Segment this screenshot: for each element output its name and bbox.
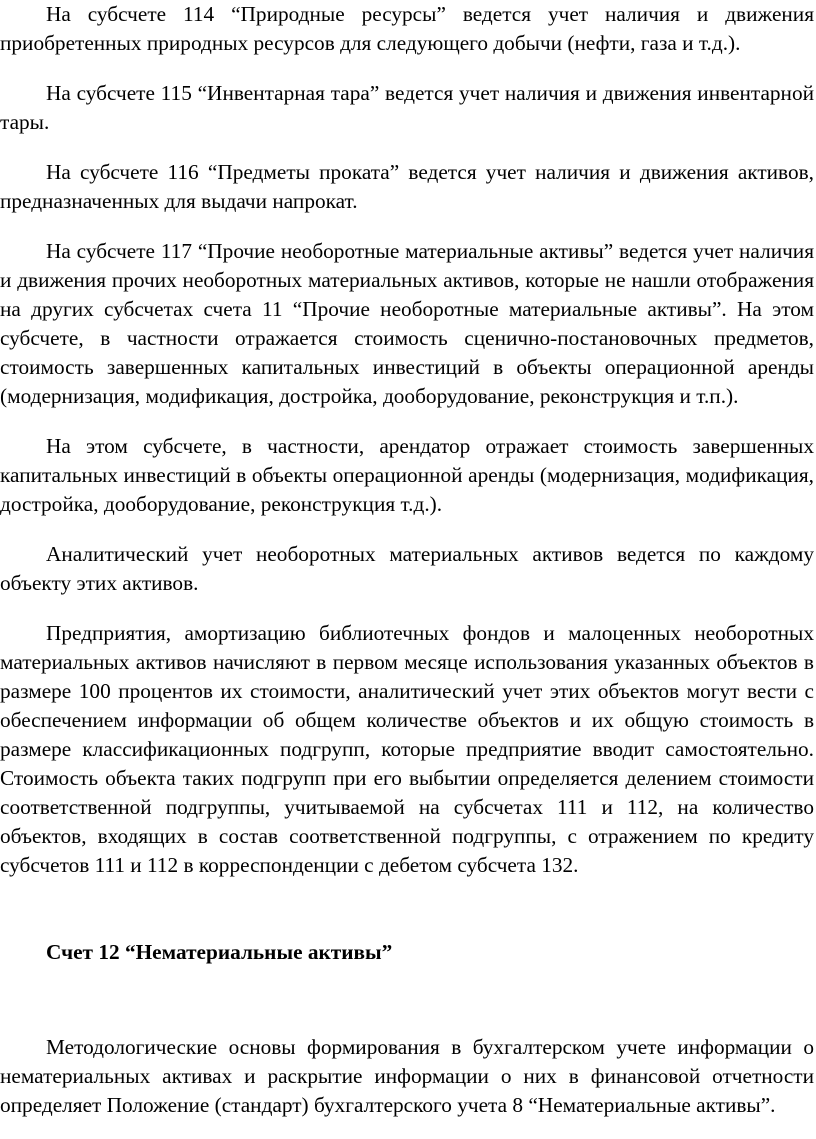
section-spacer xyxy=(0,880,814,938)
paragraph-gap xyxy=(0,216,814,237)
paragraph-subaccount-114: На субсчете 114 “Природные ресурсы” ведется учет наличия и движения приобретенных природных ресурсов для следующего добычи (нефти, газа и т.д.). xyxy=(0,2,814,55)
section-heading: Счет 12 “Нематериальные активы” xyxy=(46,940,393,964)
paragraph-gap xyxy=(0,519,814,540)
paragraph-subaccount-115: На субсчете 115 “Инвентарная тара” ведется учет наличия и движения инвентарной тары. xyxy=(0,81,814,134)
paragraph-gap xyxy=(0,411,814,432)
paragraph-gap xyxy=(0,598,814,619)
paragraph-analytical-accounting: Аналитический учет необоротных материальных активов ведется по каждому объекту этих активов. xyxy=(0,542,814,595)
paragraph-subaccount-117: На субсчете 117 “Прочие необоротные материальные активы” ведется учет наличия и движения прочих необоротных материальных активов, которые не нашли отображения на других субсчетах счета 11 “Прочие необоротные материальные активы”. На этом субсчете, в частности отражается стоимость сценично-постановочных предметов, стоимость завершенных капитальных инвестиций в объекты операционной аренды (модернизация, модификация, достройка, дооборудование, реконструкция и т.п.). xyxy=(0,239,814,408)
paragraph-gap xyxy=(0,58,814,79)
paragraph-subaccount-116: На субсчете 116 “Предметы проката” ведется учет наличия и движения активов, предназначенных для выдачи напрокат. xyxy=(0,160,814,213)
paragraph-lessee: На этом субсчете, в частности, арендатор отражает стоимость завершенных капитальных инвестиций в объекты операционной аренды (модернизация, модификация, достройка, дооборудование, реконструкция т.д.). xyxy=(0,434,814,516)
paragraph-amortization: Предприятия, амортизацию библиотечных фондов и малоценных необоротных материальных активов начисляют в первом месяце использования указанных объектов в размере 100 процентов их стоимости, аналитический учет этих объектов могут вести с обеспечением информации об общем количестве объектов и их общую стоимость в размере классификационных подгрупп, которые предприятие вводит самостоятельно. Стоимость объекта таких подгрупп при его выбытии определяется делением стоимости соответственной подгруппы, учитываемой на субсчетах 111 и 112, на количество объектов, входящих в состав соответственной подгруппы, с отражением по кредиту субсчетов 111 и 112 в корреспонденции с дебетом субсчета 132. xyxy=(0,621,814,877)
paragraph-gap xyxy=(0,137,814,158)
section-spacer xyxy=(0,967,814,1033)
paragraph-methodology: Методологические основы формирования в бухгалтерском учете информации о нематериальных активах и раскрытие информации о них в финансовой отчетности определяет Положение (стандарт) бухгалтерского учета 8 “Нематериальные активы”. xyxy=(0,1035,814,1117)
